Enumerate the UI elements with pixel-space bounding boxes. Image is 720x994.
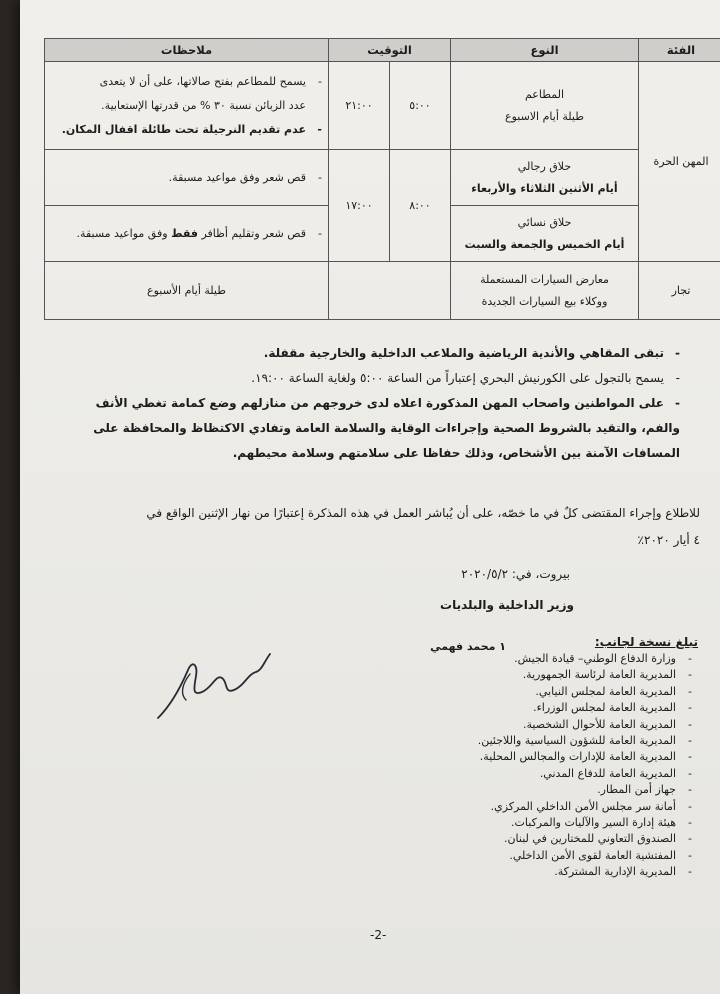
type-restaurants bbox=[451, 62, 639, 150]
copies-list bbox=[434, 651, 694, 881]
list-item: - المديرية الإدارية المشتركة. bbox=[434, 864, 694, 880]
category-professions: المهن الحرة bbox=[639, 62, 720, 262]
type-label: معارض السيارات المستعملة bbox=[480, 272, 609, 286]
header-category: الفئة bbox=[639, 39, 720, 62]
list-item: - المديرية العامة لمجلس النيابي. bbox=[434, 684, 694, 700]
list-item: - الصندوق التعاوني للمختارين في لبنان. bbox=[434, 831, 694, 847]
minister-title: وزير الداخلية والبلديات bbox=[440, 598, 574, 612]
type-days: أيام الأثنين الثلاثاء والأربعاء bbox=[471, 181, 618, 195]
note-line: -يسمح للمطاعم بفتح صالاتها، على أن لا يتعدى bbox=[99, 74, 322, 88]
page-number: -2- bbox=[370, 928, 387, 942]
note-line: -عدم تقديم النرجيلة تحت طائلة اقفال المكان. bbox=[61, 122, 322, 136]
list-item: - المديرية العامة لرئاسة الجمهورية. bbox=[434, 667, 694, 683]
time-empty bbox=[329, 262, 451, 320]
list-item: - جهاز أمن المطار. bbox=[434, 782, 694, 798]
bullet-item: -تبقى المقاهي والأندية الرياضية والملاعب الداخلية والخارجية مقفلة. bbox=[263, 346, 680, 360]
list-item: - أمانة سر مجلس الأمن الداخلي المركزي. bbox=[434, 799, 694, 815]
type-label: حلاق نسائي bbox=[517, 215, 572, 229]
list-item: - المديرية العامة للشؤون السياسية واللاجئين. bbox=[434, 733, 694, 749]
notes-restaurants bbox=[45, 62, 329, 150]
time-from: ٨:٠٠ bbox=[390, 150, 451, 262]
type-label: ووكلاء بيع السيارات الجديدة bbox=[481, 294, 608, 308]
time-to: ٢١:٠٠ bbox=[329, 62, 390, 150]
table-header-row bbox=[45, 39, 720, 62]
note-line: عدد الزبائن نسبة ٣٠ % من قدرتها الإستعابية. bbox=[101, 98, 306, 112]
type-days: طيلة أيام الاسبوع bbox=[505, 109, 584, 123]
closing-line: للاطلاع وإجراء المقتضى كلٌ في ما خصّه، على أن يُباشر العمل في هذه المذكرة إعتبارًا من نهار الإثنين الواقع في bbox=[146, 506, 700, 520]
header-timing: التوقيت bbox=[329, 39, 451, 62]
signer-mark: ١ bbox=[499, 640, 506, 653]
bullet-list bbox=[40, 341, 680, 466]
signature-icon bbox=[152, 644, 282, 724]
bullet-continuation: والفم، والتقيد بالشروط الصحية وإجراءات الوقاية والسلامة العامة وتفادي الاكتظاظ والمحافظة على bbox=[93, 421, 680, 435]
type-label: حلاق رجالي bbox=[517, 159, 572, 173]
signer-name bbox=[430, 640, 506, 653]
table-row bbox=[45, 262, 720, 320]
signer-name-text: محمد فهمي bbox=[430, 640, 496, 653]
type-days: أيام الخميس والجمعة والسبت bbox=[464, 237, 625, 251]
closing-line: ٤ أيار ٢٠٢٠٪ bbox=[637, 533, 700, 547]
header-notes: ملاحظات bbox=[45, 39, 329, 62]
time-to: ١٧:٠٠ bbox=[329, 150, 390, 262]
bullet-item: -يسمح بالتجول على الكورنيش البحري إعتباراً من الساعة ٥:٠٠ ولغاية الساعة ١٩:٠٠. bbox=[251, 371, 680, 385]
notes-barber-men: -قص شعر وفق مواعيد مسبقة. bbox=[45, 150, 329, 206]
type-label: المطاعم bbox=[524, 87, 565, 101]
list-item: - المديرية العامة لمجلس الوزراء. bbox=[434, 700, 694, 716]
list-item: - المديرية العامة للأحوال الشخصية. bbox=[434, 717, 694, 733]
schedule-table bbox=[44, 38, 720, 320]
category-merchants: تجار bbox=[639, 262, 720, 320]
notes-cars: طيلة أيام الأسبوع bbox=[45, 262, 329, 320]
place-date: بيروت، في: ٢٠٢٠/٥/٢ bbox=[461, 567, 570, 581]
list-item: - المديرية العامة للدفاع المدني. bbox=[434, 766, 694, 782]
time-from: ٥:٠٠ bbox=[390, 62, 451, 150]
list-item: - هيئة إدارة السير والآليات والمركبات. bbox=[434, 815, 694, 831]
list-item: - وزارة الدفاع الوطني– قيادة الجيش. bbox=[434, 651, 694, 667]
bullet-continuation: المسافات الآمنة بين الأشخاص، وذلك حفاظا على سلامتهم وسلامة محيطهم. bbox=[232, 446, 680, 460]
type-barber-men bbox=[451, 150, 639, 206]
document-page bbox=[20, 0, 720, 994]
header-type: النوع bbox=[451, 39, 639, 62]
notes-barber-women: -قص شعر وتقليم أظافر فقط وفق مواعيد مسبقة. bbox=[45, 206, 329, 262]
copies-title: تبلغ نسخة لجانب: bbox=[594, 635, 698, 649]
table-row bbox=[45, 150, 720, 206]
type-cars bbox=[451, 262, 639, 320]
list-item: - المفتشية العامة لقوى الأمن الداخلي. bbox=[434, 848, 694, 864]
type-barber-women bbox=[451, 206, 639, 262]
closing-paragraph bbox=[40, 500, 700, 554]
bullet-item: -على المواطنين واصحاب المهن المذكورة اعلاه لدى خروجهم من منازلهم وضع كمامة تغطي الأنف bbox=[95, 396, 680, 410]
list-item: - المديرية العامة للإدارات والمجالس المحلية. bbox=[434, 749, 694, 765]
table-row bbox=[45, 62, 720, 150]
